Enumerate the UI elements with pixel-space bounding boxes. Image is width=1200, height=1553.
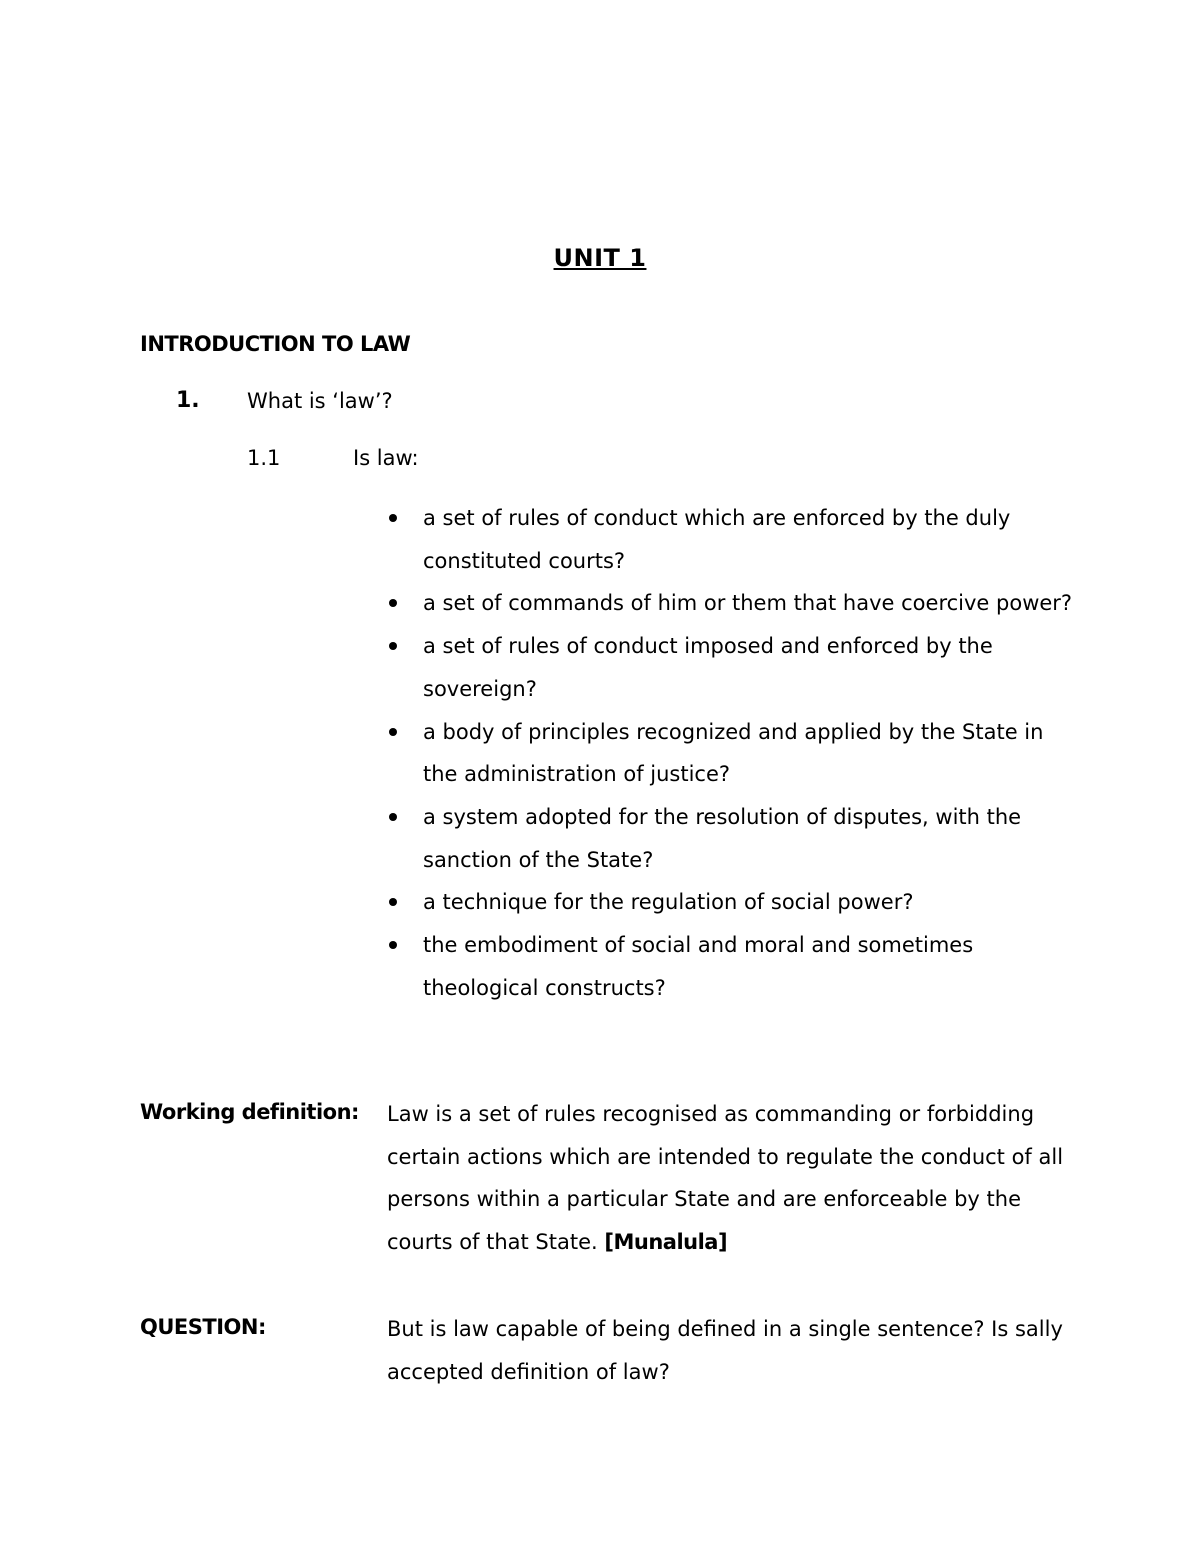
definition-label: Working definition: — [140, 1100, 359, 1124]
list-item — [384, 497, 1084, 582]
question-number: 1. — [176, 388, 200, 413]
bullet-icon — [389, 642, 397, 650]
bullet-icon — [389, 728, 397, 736]
bullet-icon — [389, 941, 397, 949]
subsection-text: Is law: — [353, 446, 419, 470]
bullet-text: a set of rules of conduct which are enforced by the duly constituted courts? — [423, 506, 1011, 573]
bullet-icon — [389, 898, 397, 906]
list-item — [384, 711, 1084, 796]
bullet-icon — [389, 813, 397, 821]
question-body: But is law capable of being defined in a single sentence? Is sally accepted definition of law? — [387, 1317, 1063, 1384]
list-item — [384, 924, 1084, 1009]
bullet-icon — [389, 599, 397, 607]
list-item — [384, 582, 1084, 625]
list-item — [384, 881, 1084, 924]
question-label: QUESTION: — [140, 1315, 266, 1339]
bullet-text: a set of commands of him or them that have coercive power? — [423, 591, 1073, 616]
list-item — [384, 625, 1084, 710]
unit-title: UNIT 1 — [553, 244, 647, 272]
bullet-text: a body of principles recognized and applied by the State in the administration of justice? — [423, 719, 1044, 787]
bullet-text: a technique for the regulation of social power? — [423, 890, 914, 915]
subsection-number: 1.1 — [247, 446, 281, 470]
bullet-list — [384, 497, 1084, 1009]
bullet-text: a set of rules of conduct imposed and enforced by the sovereign? — [423, 634, 993, 701]
definition-text: Law is a set of rules recognised as commanding or forbidding certain actions which are intended to regulate the conduct of all persons within a particular State and are enforceable by the courts of that State. — [387, 1102, 1064, 1254]
bullet-text: the embodiment of social and moral and sometimes theological constructs? — [423, 933, 974, 1000]
list-item — [384, 796, 1084, 881]
bullet-text: a system adopted for the resolution of disputes, with the sanction of the State? — [423, 804, 1022, 872]
definition-text-block — [387, 1093, 1067, 1263]
question-text: What is ‘law’? — [247, 389, 393, 413]
bullet-icon — [389, 514, 397, 522]
definition-citation: [Munalula] — [604, 1229, 728, 1254]
section-heading: INTRODUCTION TO LAW — [140, 332, 411, 356]
